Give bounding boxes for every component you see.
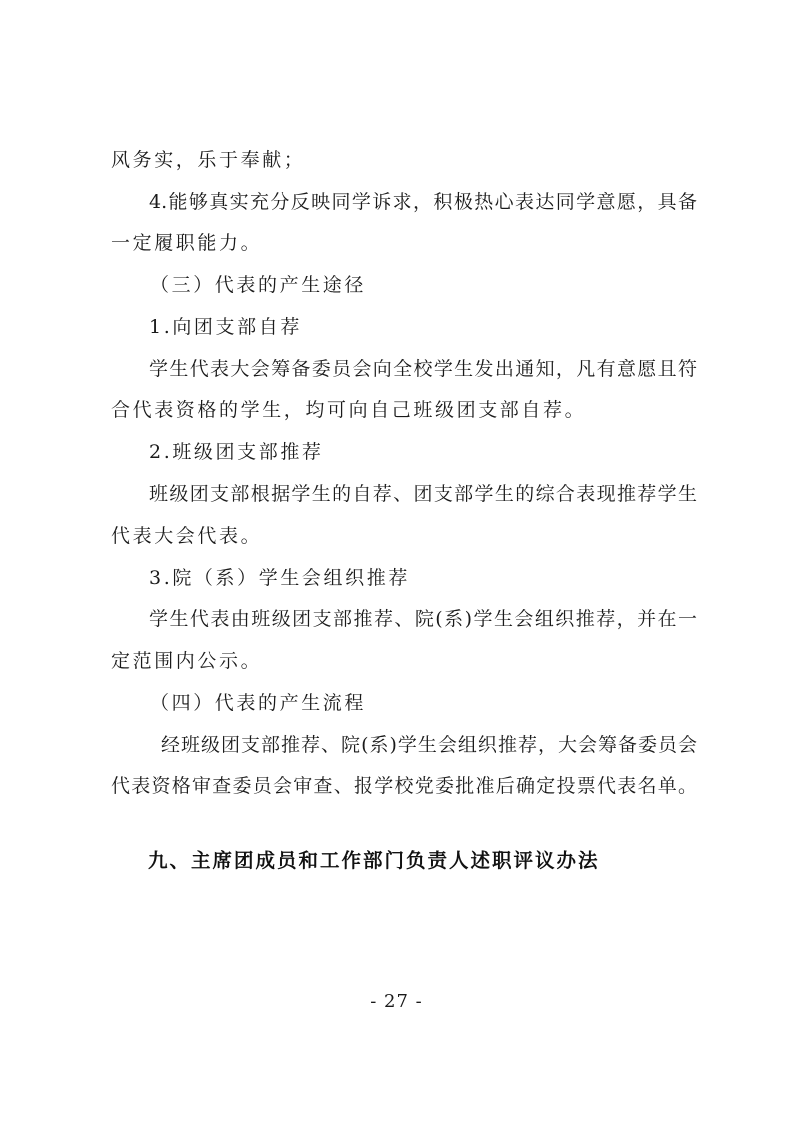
paragraph-line: 4.能够真实充分反映同学诉求，积极热心表达同学意愿，具备 (149, 191, 697, 213)
item-title: 3.院（系）学生会组织推荐 (149, 567, 410, 589)
paragraph-line: 班级团支部根据学生的自荐、团支部学生的综合表现推荐学生 (149, 483, 697, 505)
paragraph-line: 风务实，乐于奉献； (111, 149, 306, 171)
paragraph-line: 定范围内公示。 (111, 650, 263, 672)
paragraph-line: 学生代表大会筹备委员会向全校学生发出通知，凡有意愿且符 (149, 358, 697, 380)
item-title: 1.向团支部自荐 (149, 316, 302, 338)
subsection-title: （四）代表的产生流程 (150, 692, 367, 714)
paragraph-line: 合代表资格的学生，均可向自己班级团支部自荐。 (111, 399, 587, 421)
subsection-title: （三）代表的产生途径 (150, 274, 367, 296)
paragraph-line: 代表大会代表。 (111, 525, 263, 547)
page-number: - 27 - (370, 991, 423, 1012)
paragraph-line: 一定履职能力。 (111, 232, 263, 254)
paragraph-line: 经班级团支部推荐、院(系)学生会组织推荐，大会筹备委员会 (161, 734, 697, 756)
section-heading: 九、主席团成员和工作部门负责人述职评议办法 (148, 849, 600, 872)
paragraph-line: 代表资格审查委员会审查、报学校党委批准后确定投票代表名单。 (111, 775, 697, 797)
paragraph-line: 学生代表由班级团支部推荐、院(系)学生会组织推荐，并在一 (149, 608, 697, 630)
item-title: 2.班级团支部推荐 (149, 441, 324, 463)
